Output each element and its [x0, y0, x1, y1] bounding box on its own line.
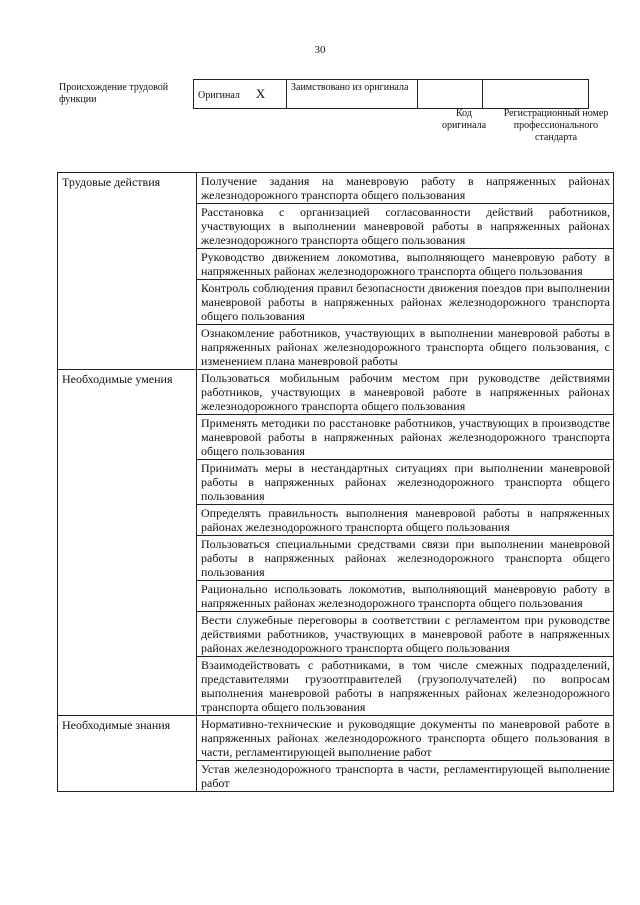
- original-label: Оригинал: [198, 89, 240, 101]
- origin-table: [193, 79, 589, 109]
- table-row: [58, 716, 614, 761]
- origin-label: Происхождение трудовой функции: [59, 82, 169, 105]
- original-cell: [194, 80, 287, 109]
- section-item: Получение задания на маневровую работу в напряженных районах железнодорожного транспорта общего пользования: [197, 173, 614, 204]
- table-row: [58, 370, 614, 415]
- section-item: Рационально использовать локомотив, выполняющий маневровую работу в напряженных районах железнодорожного транспорта общего пользования: [197, 581, 614, 612]
- function-table: [57, 172, 614, 792]
- section-item: Руководство движением локомотива, выполняющего маневровую работу в напряженных районах железнодорожного транспорта общего пользования: [197, 249, 614, 280]
- section-item: Принимать меры в нестандартных ситуациях при выполнении маневровой работы в напряженных районах железнодорожного транспорта общего пользования: [197, 460, 614, 505]
- code-cell: [418, 80, 483, 109]
- section-label: Необходимые умения: [58, 370, 197, 716]
- section-label: Необходимые знания: [58, 716, 197, 792]
- section-item: Нормативно-технические и руководящие документы по маневровой работе в напряженных районах железнодорожного транспорта общего пользования в части, регламентирующей выполнение работ: [197, 716, 614, 761]
- original-mark: X: [255, 85, 266, 101]
- code-caption: Код оригинала: [441, 108, 487, 131]
- borrowed-cell: Заимствовано из оригинала: [287, 80, 418, 109]
- section-label: Трудовые действия: [58, 173, 197, 370]
- section-item: Взаимодействовать с работниками, в том числе смежных подразделений, представителями грузоотправителей (грузополучателей) по вопросам выполнения маневровой работы в напряженных районах железнодорожного транспорта общего пользования: [197, 657, 614, 716]
- section-item: Пользоваться мобильным рабочим местом при руководстве действиями работников, участвующих в маневровой работе в напряженных районах железнодорожного транспорта общего пользования: [197, 370, 614, 415]
- section-item: Ознакомление работников, участвующих в выполнении маневровой работы в напряженных районах железнодорожного транспорта общего пользования, с изменением плана маневровой работы: [197, 325, 614, 370]
- section-item: Расстановка с организацией согласованности действий работников, участвующих в выполнении маневровой работы в напряженных районах железнодорожного транспорта общего пользования: [197, 204, 614, 249]
- reg-number-caption: Регистрационный номер профессионального стандарта: [503, 108, 609, 143]
- section-item: Определять правильность выполнения маневровой работы в напряженных районах железнодорожного транспорта общего пользования: [197, 505, 614, 536]
- page-number: 30: [314, 44, 326, 56]
- section-item: Вести служебные переговоры в соответствии с регламентом при руководстве действиями работников, участвующих в маневровой работе в напряженных районах железнодорожного транспорта общего пользования: [197, 612, 614, 657]
- table-row: [58, 173, 614, 204]
- reg-number-cell: [483, 80, 589, 109]
- section-item: Пользоваться специальными средствами связи при выполнении маневровой работы в напряженных районах железнодорожного транспорта общего пользования: [197, 536, 614, 581]
- section-item: Применять методики по расстановке работников, участвующих в производстве маневровой работы в напряженных районах железнодорожного транспорта общего пользования: [197, 415, 614, 460]
- section-item: Контроль соблюдения правил безопасности движения поездов при выполнении маневровой работы в напряженных районах железнодорожного транспорта общего пользования: [197, 280, 614, 325]
- section-item: Устав железнодорожного транспорта в части, регламентирующей выполнение работ: [197, 761, 614, 792]
